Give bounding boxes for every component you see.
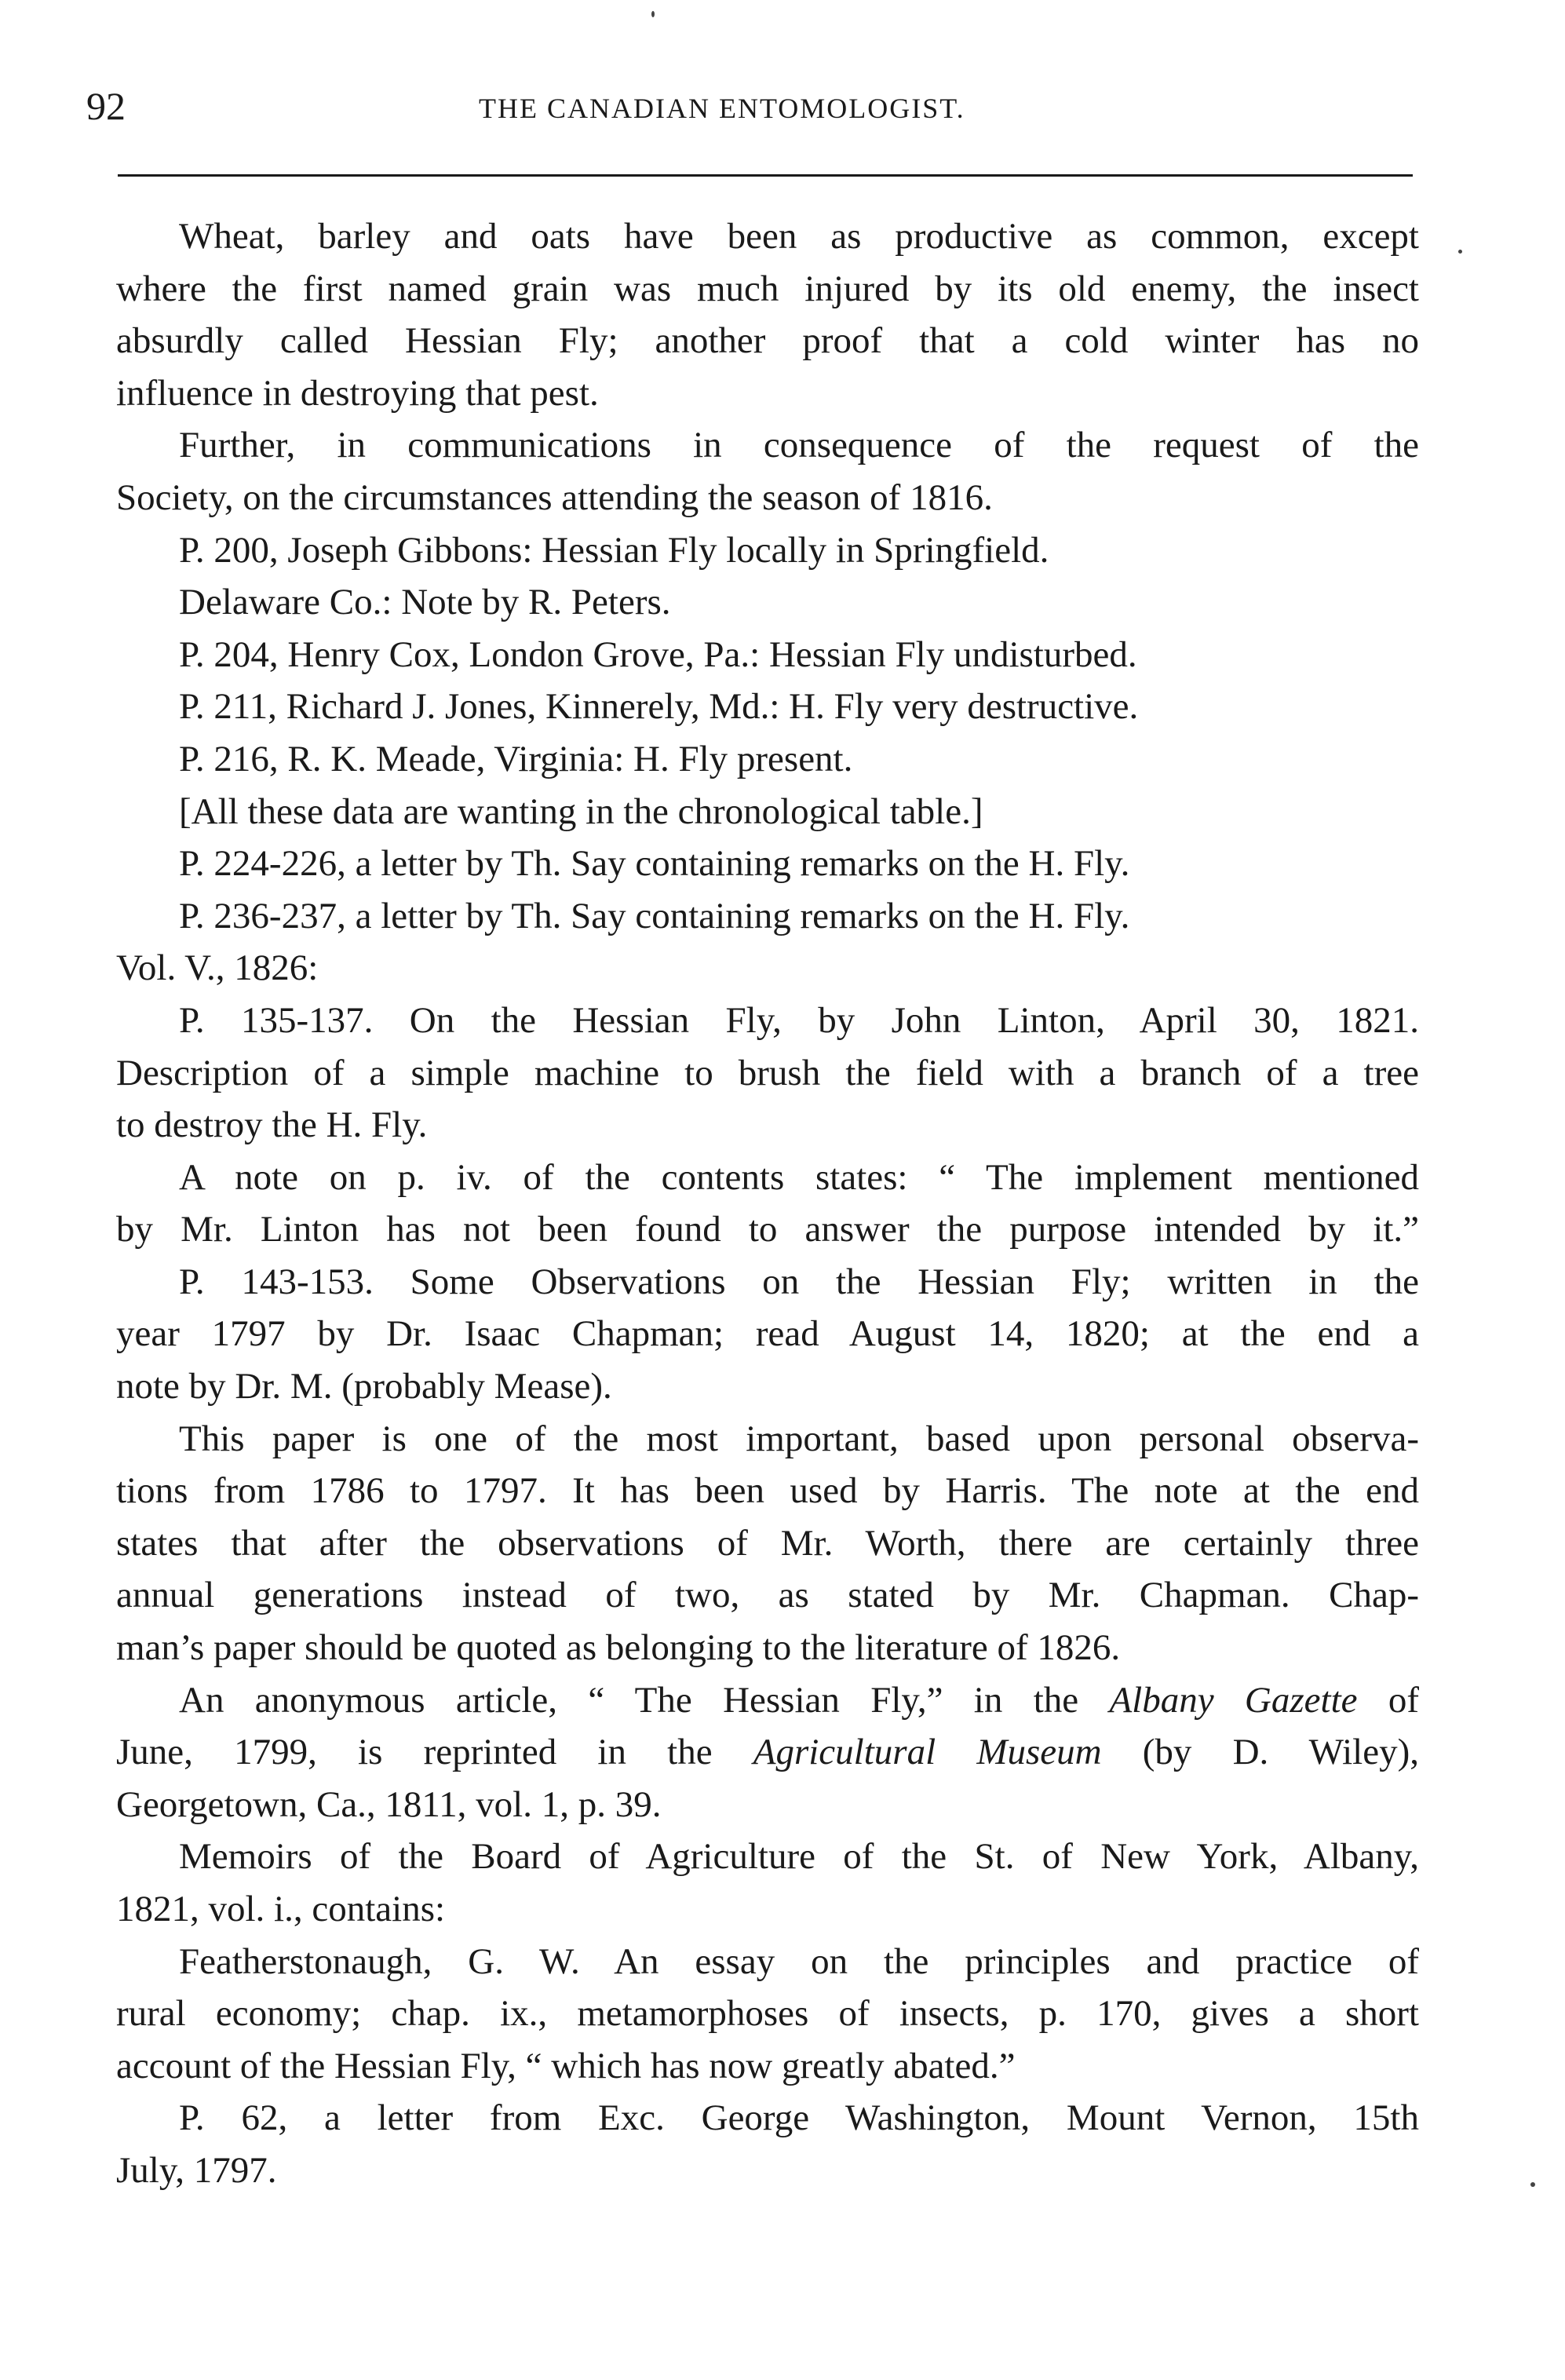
- text-line: P. 236-237, a letter by Th. Say containing remarks on the H. Fly.: [179, 895, 1130, 936]
- running-head: THE CANADIAN ENTOMOLOGIST.: [479, 93, 965, 124]
- header-rule: [118, 174, 1413, 177]
- scan-speck: [651, 11, 655, 17]
- journal-title: Albany Gazette: [1109, 1679, 1358, 1721]
- text-line: 1821, vol. i., contains:: [116, 1889, 446, 1929]
- text-line: This paper is one of the most important, based upon personal observa-: [179, 1418, 1419, 1459]
- text-run: An anonymous article, “ The Hessian Fly,” in the: [179, 1679, 1079, 1721]
- text-line: account of the Hessian Fly, “ which has now greatly abated.”: [116, 2045, 1016, 2086]
- scan-speck: [1458, 250, 1462, 254]
- text-line: P. 216, R. K. Meade, Virginia: H. Fly present.: [179, 738, 853, 779]
- text-line: Wheat, barley and oats have been as productive as common, except: [179, 216, 1419, 257]
- text-line: P. 62, a letter from Exc. George Washington, Mount Vernon, 15th: [179, 2097, 1419, 2139]
- text-line: tions from 1786 to 1797. It has been used by Harris. The note at the end: [116, 1470, 1419, 1512]
- text-line: [116, 1726, 1419, 1779]
- page-header: [86, 78, 1421, 133]
- text-line: Georgetown, Ca., 1811, vol. 1, p. 39.: [116, 1783, 662, 1825]
- text-line: to destroy the H. Fly.: [116, 1104, 428, 1146]
- text-line: Description of a simple machine to brush the field with a branch of a tree: [116, 1052, 1419, 1093]
- text-line: A note on p. iv. of the contents states: “ The implement mentioned: [179, 1156, 1419, 1198]
- journal-title: Agricultural Museum: [753, 1732, 1102, 1773]
- scan-speck: [1530, 2182, 1535, 2187]
- text-run: (by D. Wiley),: [1142, 1732, 1419, 1773]
- text-line: P. 143-153. Some Observations on the Hessian Fly; written in the: [179, 1261, 1419, 1302]
- text-line: annual generations instead of two, as stated by Mr. Chapman. Chap-: [116, 1575, 1419, 1616]
- text-line: Society, on the circumstances attending the season of 1816.: [116, 476, 993, 518]
- text-run: June, 1799, is reprinted in the: [116, 1732, 713, 1773]
- text-line: P. 135-137. On the Hessian Fly, by John Linton, April 30, 1821.: [179, 999, 1419, 1041]
- text-line: P. 204, Henry Cox, London Grove, Pa.: Hessian Fly undisturbed.: [179, 633, 1137, 675]
- text-line: Further, in communications in consequence of the request of the: [179, 425, 1419, 466]
- text-line: where the first named grain was much injured by its old enemy, the insect: [116, 268, 1419, 309]
- text-line: Delaware Co.: Note by R. Peters.: [179, 582, 671, 623]
- page-number: 92: [86, 84, 126, 128]
- text-line: P. 211, Richard J. Jones, Kinnerely, Md.: H. Fly very destructive.: [179, 686, 1139, 728]
- text-line: note by Dr. M. (probably Mease).: [116, 1366, 612, 1407]
- text-run: of: [1388, 1679, 1419, 1721]
- body-text: [116, 210, 1419, 2197]
- text-line: rural economy; chap. ix., metamorphoses of insects, p. 170, gives a short: [116, 1993, 1419, 2035]
- text-line: P. 224-226, a letter by Th. Say containing remarks on the H. Fly.: [179, 843, 1130, 885]
- text-line: states that after the observations of Mr. Worth, there are certainly three: [116, 1522, 1419, 1564]
- text-line: [All these data are wanting in the chronological table.]: [179, 790, 983, 832]
- text-line: absurdly called Hessian Fly; another proof that a cold winter has no: [116, 320, 1419, 362]
- text-line: [116, 1674, 1419, 1727]
- text-line: year 1797 by Dr. Isaac Chapman; read August 14, 1820; at the end a: [116, 1313, 1419, 1355]
- text-line: P. 200, Joseph Gibbons: Hessian Fly locally in Springfield.: [179, 529, 1049, 571]
- text-line: influence in destroying that pest.: [116, 372, 599, 414]
- text-line: by Mr. Linton has not been found to answer the purpose intended by it.”: [116, 1209, 1419, 1250]
- text-line: man’s paper should be quoted as belonging to the literature of 1826.: [116, 1627, 1121, 1669]
- text-line: Vol. V., 1826:: [116, 947, 319, 989]
- text-line: Featherstonaugh, G. W. An essay on the principles and practice of: [179, 1940, 1419, 1982]
- text-line: Memoirs of the Board of Agriculture of the St. of New York, Albany,: [179, 1836, 1419, 1878]
- text-line: July, 1797.: [116, 2149, 277, 2191]
